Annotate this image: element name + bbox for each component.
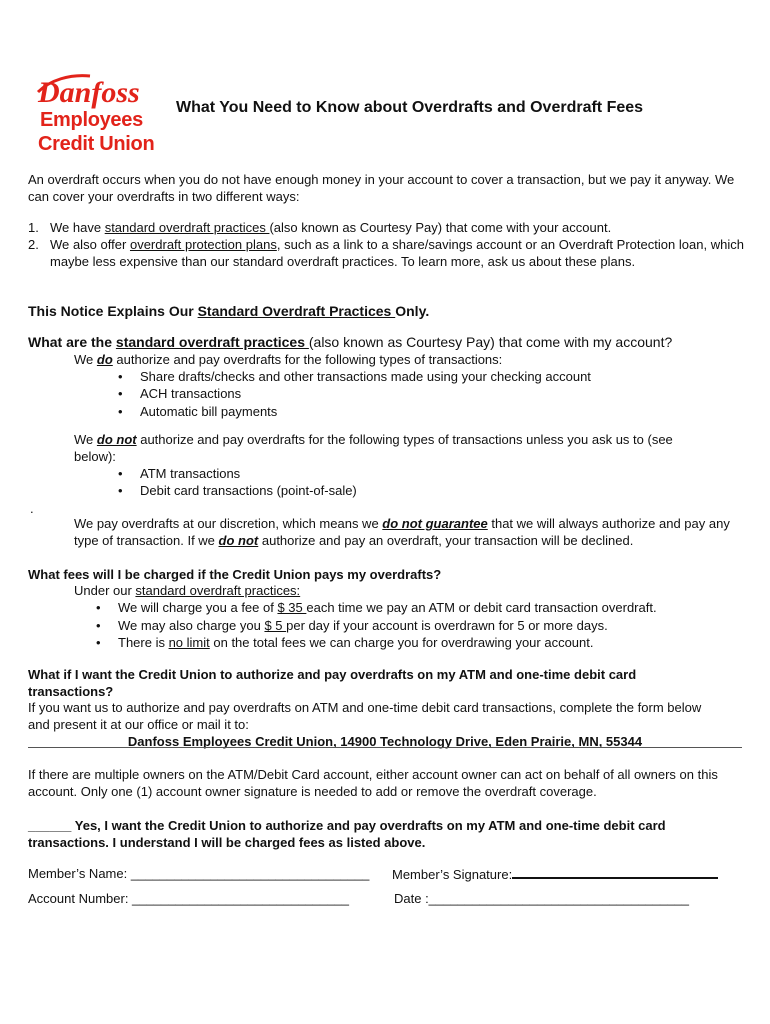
list-item: • ATM transactions (118, 466, 241, 481)
under-practices-label: Under our standard overdraft practices: (74, 583, 301, 598)
consent-statement: ______ Yes, I want the Credit Union to authorize and pay overdrafts on my ATM and one-time debit card transactions. I understand I will be charged fees as listed above. (28, 818, 666, 850)
list-item: • We will charge you a fee of $ 35 each time we pay an ATM or debit card transaction overdraft. (96, 600, 657, 615)
member-signature-field[interactable]: Member’s Signature: (392, 865, 718, 883)
list-item: 2. We also offer overdraft protection plans, such as a link to a share/savings account or an Overdraft Protection loan, which maybe less expensive than our standard overdraft practices. To learn more, ask us about these plans. (28, 237, 744, 269)
overdraft-protection-link: overdraft protection plans (129, 237, 277, 252)
standard-overdraft-link: standard overdraft practices (104, 220, 270, 235)
question-opt-in: What if I want the Credit Union to authorize and pay overdrafts on my ATM and one-time debit card transactions? (28, 667, 637, 699)
divider (28, 747, 742, 748)
logo-line-credit-union: Credit Union (38, 133, 155, 155)
do-not-authorize-paragraph: We do not authorize and pay overdrafts for the following types of transactions unless you ask us to (see below): (74, 432, 673, 464)
logo (30, 62, 170, 162)
ways-list (28, 219, 744, 270)
owners-paragraph: If there are multiple owners on the ATM/Debit Card account, either account owner can act on behalf of all owners on this account. Only one (1) account owner signature is needed to add or remove the overdraft coverage. (28, 767, 718, 799)
list-item: • Debit card transactions (point-of-sale) (118, 483, 357, 498)
mailing-address: Danfoss Employees Credit Union, 14900 Technology Drive, Eden Prairie, MN, 55344 (127, 734, 643, 749)
consent-checkbox-blank[interactable]: ______ (28, 818, 72, 833)
list-item: 1. We have standard overdraft practices (also known as Courtesy Pay) that come with your account. (28, 220, 612, 235)
logo-brand: Danfoss (38, 76, 140, 109)
member-name-field[interactable]: Member’s Name: _________________________________ (28, 866, 370, 881)
list-item: • Automatic bill payments (118, 404, 278, 419)
list-item: • There is no limit on the total fees we can charge you for overdrawing your account. (96, 635, 594, 650)
discretion-paragraph: We pay overdrafts at our discretion, which means we do not guarantee that we will always authorize and pay any type of transaction. If we do not authorize and pay an overdraft, your transaction will be declined. (74, 516, 730, 548)
list-item: • We may also charge you $ 5 per day if your account is overdrawn for 5 or more days. (96, 618, 608, 633)
do-authorize-paragraph: We do authorize and pay overdrafts for the following types of transactions: (74, 352, 503, 367)
logo-line-employees: Employees (40, 109, 143, 131)
list-item: • Share drafts/checks and other transactions made using your checking account (118, 369, 591, 384)
notice-heading: This Notice Explains Our Standard Overdraft Practices Only. (28, 303, 430, 319)
stray-dot: . (30, 501, 34, 516)
question-fees: What fees will I be charged if the Credit Union pays my overdrafts? (28, 567, 442, 582)
page-title: What You Need to Know about Overdrafts and Overdraft Fees (176, 99, 644, 116)
date-field[interactable]: Date :____________________________________ (394, 891, 689, 906)
danfoss-wordmark (30, 62, 170, 112)
opt-in-instructions: If you want us to authorize and pay overdrafts on ATM and one-time debit card transactions, complete the form below and present it at our office or mail it to: (28, 700, 702, 732)
list-item: • ACH transactions (118, 386, 242, 401)
question-standard-practices: What are the standard overdraft practices (also known as Courtesy Pay) that come with my account? (28, 334, 673, 350)
account-number-field[interactable]: Account Number: ______________________________ (28, 891, 349, 906)
intro-paragraph: An overdraft occurs when you do not have enough money in your account to cover a transaction, but we pay it anyway. We can cover your overdrafts in two different ways: (28, 172, 735, 204)
